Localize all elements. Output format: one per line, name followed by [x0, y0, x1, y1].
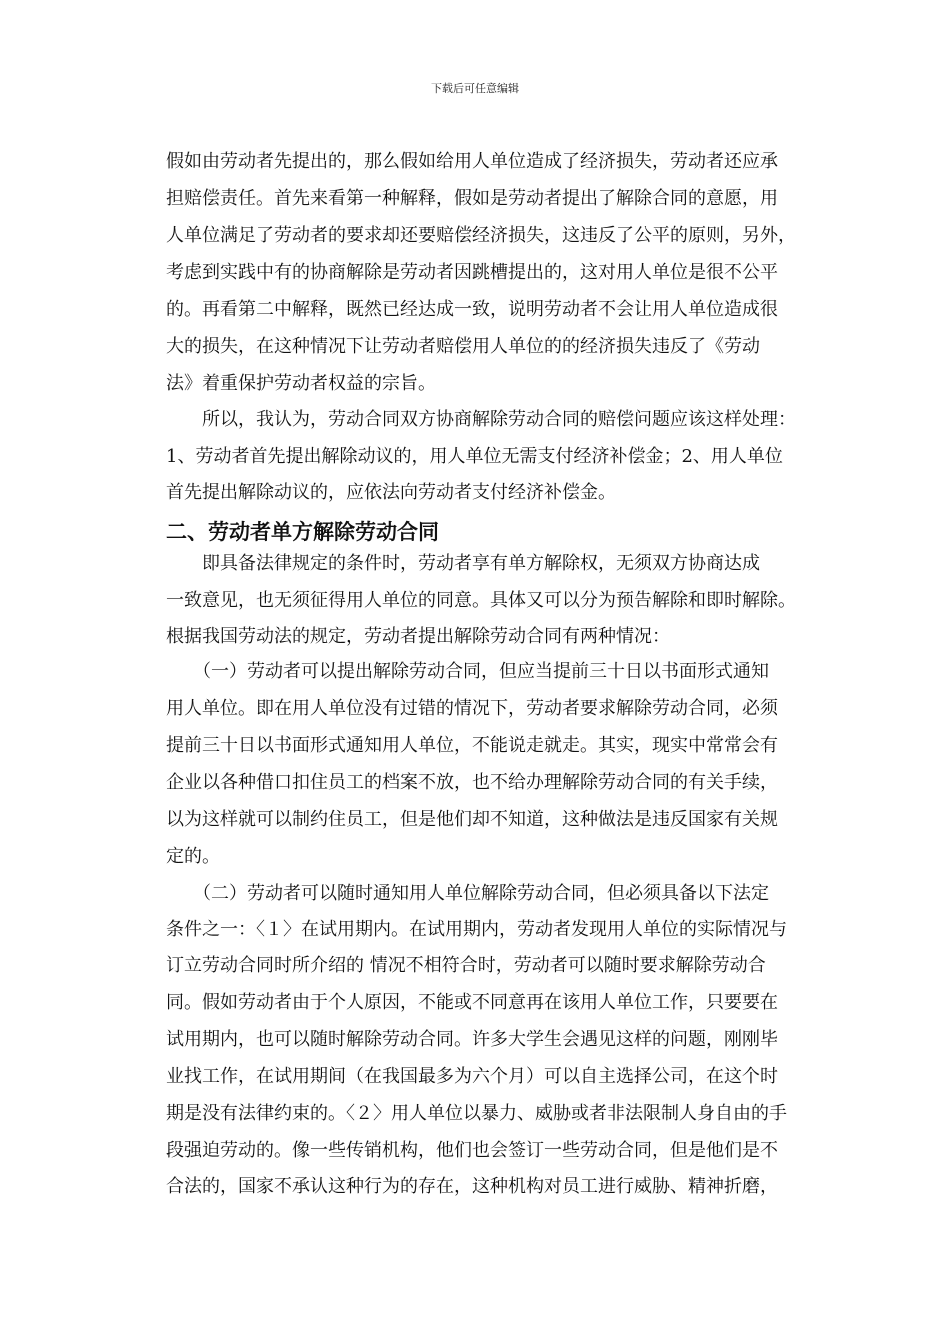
- text-line: 所以，我认为，劳动合同双方协商解除劳动合同的赔偿问题应该这样处理：: [166, 409, 796, 430]
- text-line: 的。再看第二中解释，既然已经达成一致，说明劳动者不会让用人单位造成很: [166, 299, 778, 320]
- text-line: 以为这样就可以制约住员工，但是他们却不知道，这种做法是违反国家有关规: [166, 809, 778, 830]
- text-line: 条件之一：〈１〉在试用期内。在试用期内，劳动者发现用人单位的实际情况与: [166, 919, 787, 940]
- section-heading: 二、劳动者单方解除劳动合同: [166, 520, 439, 544]
- text-line: 人单位满足了劳动者的要求却还要赔偿经济损失，这违反了公平的原则，另外，: [166, 225, 796, 246]
- text-line: 担赔偿责任。首先来看第一种解释，假如是劳动者提出了解除合同的意愿，用: [166, 188, 778, 209]
- page-header: 下载后可任意编辑: [431, 82, 519, 95]
- text-line: 提前三十日以书面形式通知用人单位，不能说走就走。其实，现实中常常会有: [166, 735, 778, 756]
- text-line: 段强迫劳动的。像一些传销机构，他们也会签订一些劳动合同，但是他们是不: [166, 1140, 778, 1161]
- text-line: （二）劳动者可以随时通知用人单位解除劳动合同，但必须具备以下法定: [166, 883, 769, 904]
- text-line: 一致意见，也无须征得用人单位的同意。具体又可以分为预告解除和即时解除。: [166, 590, 796, 611]
- text-line: 考虑到实践中有的协商解除是劳动者因跳槽提出的，这对用人单位是很不公平: [166, 262, 778, 283]
- text-line: 定的。: [166, 846, 220, 867]
- text-line: 假如由劳动者先提出的，那么假如给用人单位造成了经济损失，劳动者还应承: [166, 151, 778, 172]
- text-line: 大的损失，在这种情况下让劳动者赔偿用人单位的的经济损失违反了《劳动: [166, 336, 760, 357]
- text-line: 法》着重保护劳动者权益的宗旨。: [166, 373, 436, 394]
- text-line: 业找工作，在试用期间（在我国最多为六个月）可以自主选择公司，在这个时: [166, 1066, 778, 1087]
- text-line: 合法的，国家不承认这种行为的存在，这种机构对员工进行威胁、精神折磨，: [166, 1176, 778, 1197]
- text-line: 首先提出解除动议的，应依法向劳动者支付经济补偿金。: [166, 482, 616, 503]
- text-line: 同。假如劳动者由于个人原因，不能或不同意再在该用人单位工作，只要要在: [166, 992, 778, 1013]
- text-line: 根据我国劳动法的规定，劳动者提出解除劳动合同有两种情况：: [166, 626, 670, 647]
- text-line: 企业以各种借口扣住员工的档案不放，也不给办理解除劳动合同的有关手续，: [166, 772, 778, 793]
- text-line: 期是没有法律约束的。〈２〉用人单位以暴力、威胁或者非法限制人身自由的手: [166, 1103, 787, 1124]
- text-line: 即具备法律规定的条件时，劳动者享有单方解除权，无须双方协商达成: [166, 553, 760, 574]
- text-line: 1、劳动者首先提出解除动议的，用人单位无需支付经济补偿金；2、用人单位: [166, 446, 783, 467]
- text-line: （一）劳动者可以提出解除劳动合同，但应当提前三十日以书面形式通知: [166, 661, 769, 682]
- text-line: 订立劳动合同时所介绍的 情况不相符合时，劳动者可以随时要求解除劳动合: [166, 955, 766, 976]
- text-line: 用人单位。即在用人单位没有过错的情况下，劳动者要求解除劳动合同，必须: [166, 698, 778, 719]
- text-line: 试用期内，也可以随时解除劳动合同。许多大学生会遇见这样的问题，刚刚毕: [166, 1029, 778, 1050]
